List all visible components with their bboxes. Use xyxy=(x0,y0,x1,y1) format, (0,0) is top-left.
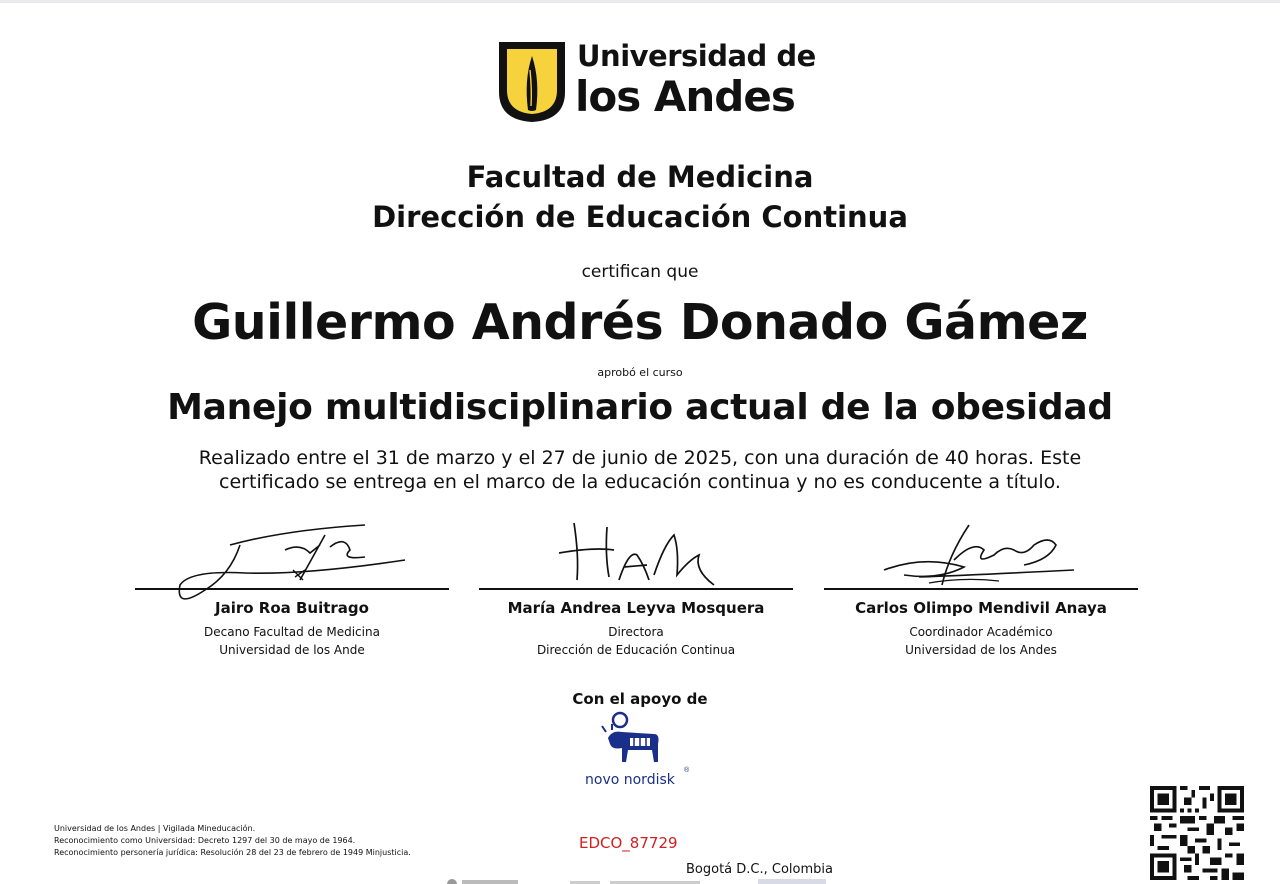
signatory-org: Universidad de los Ande xyxy=(219,643,365,657)
qr-code[interactable] xyxy=(1150,786,1244,880)
signatory-name: Carlos Olimpo Mendivil Anaya xyxy=(855,599,1107,617)
signatory-org: Universidad de los Andes xyxy=(905,643,1057,657)
shield-icon xyxy=(497,40,567,124)
signatory-org: Dirección de Educación Continua xyxy=(536,643,736,657)
signatory-name: María Andrea Leyva Mosquera xyxy=(507,599,765,617)
certify-text: certifican que xyxy=(581,262,699,282)
registered-mark: ® xyxy=(684,767,690,774)
direction-heading: Dirección de Educación Continua xyxy=(372,200,908,234)
verification-strip xyxy=(440,876,840,884)
course-title: Manejo multidisciplinario actual de la obesidad xyxy=(167,387,1113,428)
logo-line-2: los Andes xyxy=(575,72,795,121)
legal-line-1: Universidad de los Andes | Vigilada Mineducación. xyxy=(54,824,256,833)
signatory-name: Jairo Roa Buitrago xyxy=(215,599,369,617)
details-line-2: certificado se entrega en el marco de la educación continua y no es conducente a título. xyxy=(219,471,1061,493)
university-logo xyxy=(497,39,816,126)
signature-line xyxy=(135,588,449,590)
signature-line xyxy=(824,588,1138,590)
support-label: Con el apoyo de xyxy=(572,690,708,708)
details-line-1: Realizado entre el 31 de marzo y el 27 de junio de 2025, con una duración de 40 horas. Este xyxy=(198,447,1082,469)
course-details xyxy=(0,446,1280,494)
legal-line-2: Reconocimiento como Universidad: Decreto 1297 del 30 de mayo de 1964. xyxy=(54,836,356,845)
signature-line xyxy=(479,588,793,590)
recipient-name: Guillermo Andrés Donado Gámez xyxy=(192,294,1088,351)
logo-line-1: Universidad de xyxy=(577,39,816,73)
signatory-role: Directora xyxy=(608,625,664,639)
certificate-code: EDCO_87729 xyxy=(579,834,678,852)
sponsor-name: novo nordisk xyxy=(585,772,675,788)
page-top-edge xyxy=(0,0,1280,3)
faculty-heading: Facultad de Medicina xyxy=(466,160,814,194)
signatory-role: Coordinador Académico xyxy=(909,625,1053,639)
legal-line-3: Reconocimiento personería jurídica: Resolución 28 del 23 de febrero de 1949 Minjusticia. xyxy=(54,848,411,857)
legal-footer xyxy=(54,823,411,859)
signatory-role: Decano Facultad de Medicina xyxy=(204,625,380,639)
city-label: Bogotá D.C., Colombia xyxy=(686,862,833,877)
approved-label: aprobó el curso xyxy=(597,366,683,379)
